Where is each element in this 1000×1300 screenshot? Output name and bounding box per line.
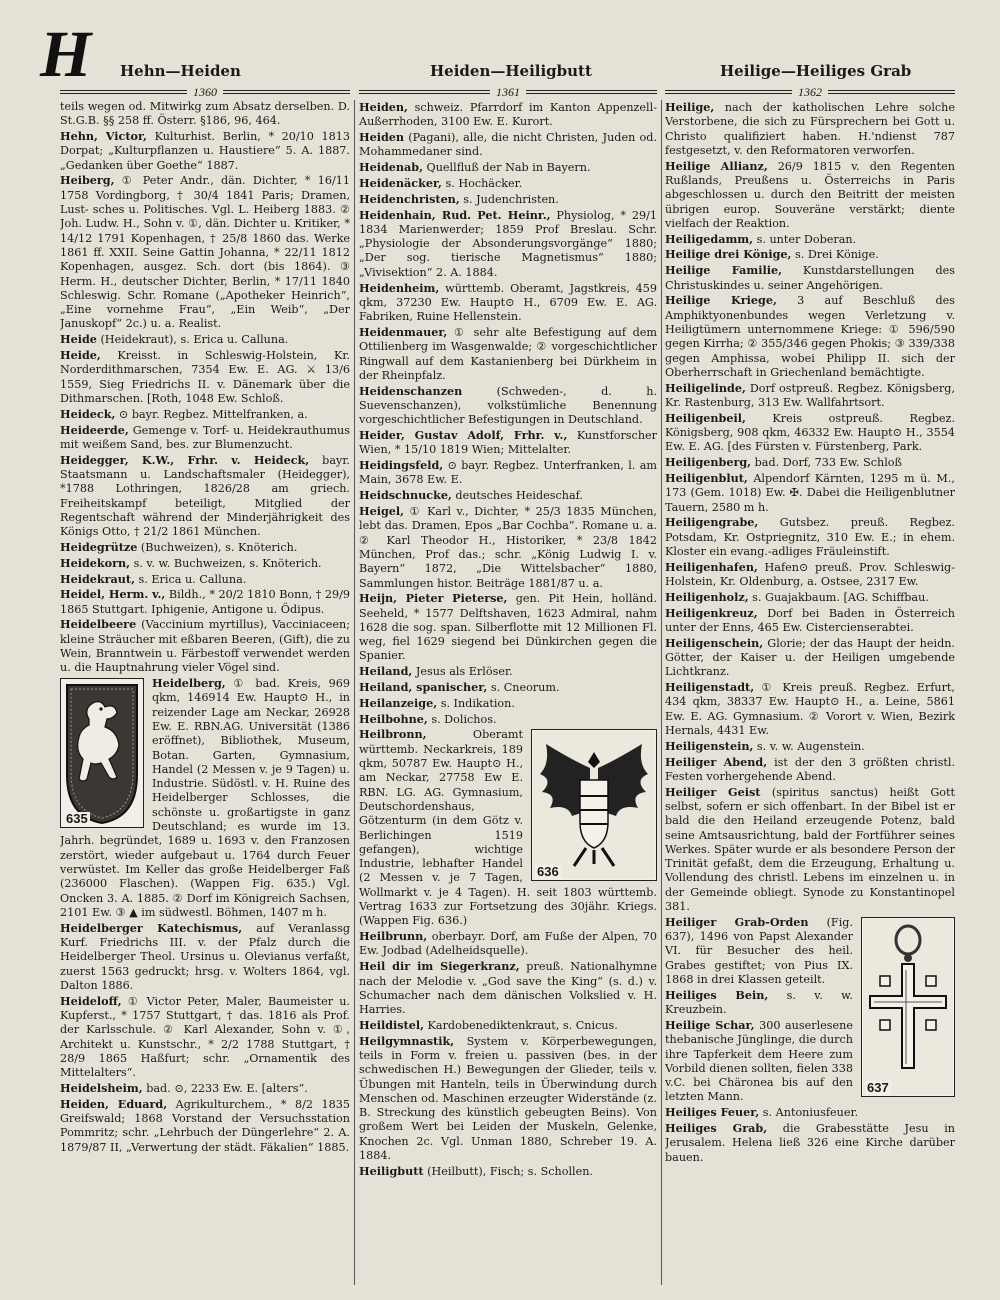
figure-order-cross — [861, 917, 955, 1097]
dictionary-entry — [665, 232, 955, 247]
entry-headword: Heidekraut, — [60, 571, 135, 586]
page-number-bar-right — [665, 85, 955, 99]
entry-headword: Heildistel, — [359, 1017, 424, 1032]
dictionary-entry — [359, 428, 657, 458]
entry-headword: Heideerde, — [60, 422, 129, 437]
entry-headword: Heidegrütze — [60, 539, 138, 554]
dictionary-entry — [60, 453, 350, 540]
entry-headword: Heidegger, K.W., Frhr. v. Heideck, — [60, 452, 310, 467]
dictionary-entry — [665, 411, 955, 455]
entry-headword: Heidekorn, — [60, 555, 131, 570]
entry-text: schweiz. Pfarrdorf im Kanton Appenzell-Außerrhoden, 3100 Ew. E. Kurort. — [359, 101, 657, 129]
dictionary-entry — [359, 208, 657, 280]
entry-headword: Heiligedamm, — [665, 231, 754, 246]
dictionary-entry — [60, 994, 350, 1081]
entry-text: Hafen⊙ preuß. Prov. Schleswig-Holstein, Kr. Oldenburg, a. Ostsee, 2317 Ew. — [665, 560, 955, 588]
entry-headword: Heilige Allianz, — [665, 158, 768, 173]
entry-text: ① Peter Andr., dän. Dichter, * 16/11 1758 Vordingborg, † 30/4 1841 Paris; Dramen, Lust- sches u. Politisches. Vgl. L. Heiberg 1883. ② Joh. Ludw. H., Sohn v. ①, dän. Dichter u. Kritiker, * 14/12 1791 Kopenhagen, † 25/8 1860 das. Werke 1861 ff. XXII. Seine Gattin Johanna, * 22/11 1812 Kopenhagen, ausgez. Sch. dort (bis 1864). ③ Herm. H., deutscher Dichter, Berlin, * 17/11 1840 Schleswig. Schr. Romane („Apotheker Heinrich“, „Eine vornehme Frau“, „Ein Weib“, „Der Januskopf“ 2c.) u. a. Realist. — [60, 174, 350, 331]
entry-text: ist der den 3 größten christl. Festen vorhergehende Abend. — [665, 755, 955, 783]
entry-headword: Heilbronn, — [359, 727, 427, 742]
entry-text: ⊙ bayr. Regbez. Unterfranken, l. am Main, 3678 Ew. E. — [359, 459, 657, 487]
entry-headword: Heilige drei Könige, — [665, 247, 792, 262]
running-head-right: Heilige—Heiliges Grab — [720, 62, 912, 80]
entry-headword: Heidenab, — [359, 160, 423, 175]
column-divider — [661, 100, 662, 1285]
entry-text: s. unter Doberan. — [753, 232, 857, 246]
entry-headword: Heiden, — [359, 100, 408, 114]
entry-text: preuß. Nationalhymne nach der Melodie v. „God save the King“ (s. d.) v. Schumacher nach dem dänischen Volkslied v. H. Harries. — [359, 960, 657, 1017]
entry-headword: Heidenheim, — [359, 280, 440, 295]
entry-headword: Heiligbutt — [359, 1163, 424, 1178]
page-number: 1362 — [798, 84, 822, 99]
entry-headword: Heilgymnastik, — [359, 1033, 455, 1048]
entry-text: s. Guajakbaum. [AG. Schiffbau. — [748, 590, 929, 604]
entry-text: (Heilbutt), Fisch; s. Schollen. — [423, 1164, 593, 1178]
entry-text: s. Erica u. Calluna. — [134, 572, 247, 586]
entry-text: ⊙ bayr. Regbez. Mittelfranken, a. — [115, 407, 308, 421]
entry-headword: Heilige, — [665, 100, 715, 114]
entry-headword: Heidelberg, — [152, 676, 226, 691]
dictionary-entry — [665, 247, 955, 262]
dictionary-entry — [665, 100, 955, 158]
entry-text: s. Drei Könige. — [791, 248, 879, 262]
entry-headword: Heideck, — [60, 406, 116, 421]
dictionary-entry — [665, 755, 955, 785]
entry-headword: Heiligenblut, — [665, 470, 748, 485]
entry-text: Gemenge v. Torf- u. Heidekrauthumus mit weißem Sand, bes. zur Blumenzucht. — [60, 423, 350, 451]
entry-text: bayr. Staatsmann u. Landschaftsmaler (Heidegger), *1788 Lothringen, 1826/28 am griech. Freiheitskampf beteiligt, Mitglied der Regentschaft während der Minderjährigkeit des Königs Otto, † 21/2 1861 München. — [60, 453, 350, 539]
entry-text: die Grabesstätte Jesu in Jerusalem. Helena ließ 326 eine Kirche darüber bauen. — [665, 1121, 955, 1164]
running-head-center: Heiden—Heiligbutt — [430, 62, 592, 80]
entry-headword: Heidelberger Katechismus, — [60, 920, 243, 935]
entry-headword: Heiland, spanischer, — [359, 680, 488, 695]
text-column-1 — [60, 100, 350, 1285]
dictionary-entry — [359, 130, 657, 160]
entry-text: auf Veranlassg Kurf. Friedrichs III. v. der Pfalz durch die Heidelberger Theol. Ursinus u. Olevianus verfaßt, zuerst 1563 gedruckt; hrsg. v. Wolters 1864, vgl. Dalton 1886. — [60, 921, 350, 992]
entry-headword: Heiliges Bein, — [665, 987, 769, 1002]
entry-text: (Heidekraut), s. Erica u. Calluna. — [96, 333, 289, 347]
entry-headword: Heiden, Eduard, — [60, 1096, 168, 1111]
entry-headword: Heiligenbeil, — [665, 410, 746, 425]
dictionary-entry — [359, 591, 657, 663]
entry-headword: Heilbrunn, — [359, 929, 428, 944]
dictionary-entry — [60, 1097, 350, 1155]
section-letter: H — [40, 18, 92, 91]
figure-eagle-coat-of-arms — [531, 729, 657, 881]
dictionary-entry — [359, 929, 657, 959]
entry-headword: Heidel, Herm. v., — [60, 587, 166, 602]
dictionary-entry — [60, 587, 350, 617]
dictionary-entry — [665, 455, 955, 470]
figure-number: 637 — [867, 1079, 889, 1095]
dictionary-entry — [665, 263, 955, 293]
entry-headword: Heiligengrabe, — [665, 515, 759, 530]
dictionary-entry — [60, 540, 350, 555]
entry-headword: Heiligenschein, — [665, 635, 764, 650]
entry-headword: Heilbohne, — [359, 711, 428, 726]
dictionary-entry — [665, 1121, 955, 1165]
entry-text: Kunstforscher Wien, * 15/10 1819 Wien; Mittelalter. — [359, 429, 657, 457]
entry-headword: Heilanzeige, — [359, 695, 438, 710]
entry-headword: Heiligenstein, — [665, 738, 754, 753]
entry-text: teils wegen od. Mitwirkg zum Absatz derselben. D. St.G.B. §§ 258 ff. Österr. §186, 96, 464. — [60, 100, 350, 128]
dictionary-entry — [60, 1081, 350, 1096]
entry-text: bad. Dorf, 733 Ew. Schloß — [751, 456, 903, 470]
dictionary-entry — [359, 664, 657, 679]
entry-text: (spiritus sanctus) heißt Gott selbst, sofern er sich offenbart. In der Bibel ist er bald die den Heiland erzeugende Potenz, bald seine Amtsausrichtung, bald der Fortführer seines Werkes. Später wurde er als besondere Person der Trinität gefaßt, dem die Erzeugung, Erhaltung u. Vollendung des christl. Lebens im einzelnen u. in der Gemeinde obliegt. Synode zu Konstantinopel 381. — [665, 785, 955, 914]
entry-headword: Heide — [60, 332, 97, 347]
dictionary-entry — [665, 471, 955, 515]
dictionary-entry — [60, 423, 350, 453]
entry-headword: Heideloff, — [60, 993, 122, 1008]
entry-text: ① Victor Peter, Maler, Baumeister u. Kupferst., * 1757 Stuttgart, † das. 1816 als Prof. der Karlsschule. ② Karl Alexander, Sohn v. ①, Architekt u. Kunstschr., * 2/2 1788 Stuttgart, † 28/9 1865 Haßfurt; schr. „Ornamentik des Mittelalters“. — [60, 994, 350, 1080]
dictionary-entry — [60, 572, 350, 587]
entry-text: Dorf ostpreuß. Regbez. Königsberg, Kr. Rastenburg, 313 Ew. Wallfahrtsort. — [665, 381, 955, 409]
entry-headword: Heider, Gustav Adolf, Frhr. v., — [359, 428, 568, 443]
entry-text: Physiolog, * 29/1 1834 Marienwerder; 1859 Prof Breslau. Schr. „Physiologie der Absonderungsvorgänge“ 1880; „Der sog. tierische Magnetismus“ 1880; „Vivisektion“ 2. A. 1884. — [359, 208, 657, 279]
entry-headword: Heiligenhafen, — [665, 559, 758, 574]
dictionary-entry — [60, 332, 350, 347]
dictionary-entry — [665, 515, 955, 559]
entry-text: s. Judenchristen. — [459, 192, 559, 206]
dictionary-entry — [359, 488, 657, 503]
entry-text: Kulturhist. Berlin, * 20/10 1813 Dorpat; „Kulturpflanzen u. Haustiere“ 5. A. 1887. „Gedanken über Goethe“ 1887. — [60, 130, 350, 172]
entry-text: s. v. w. Kreuzbein. — [665, 988, 853, 1017]
entry-headword: Heilige Kriege, — [665, 293, 777, 308]
dictionary-entry — [359, 959, 657, 1017]
dictionary-entry — [359, 1034, 657, 1164]
entry-text: 3 auf Beschluß des Amphiktyonenbundes wegen Verletzung v. Heiligtümern unternommene Kriege: ① 596/590 gegen Kirrha; ② 355/346 gegen Phokis; ③ 339/338 gegen Amphissa, wobei Philipp II. sich der Oberherrschaft in Griechenland bemächtigte. — [665, 294, 955, 379]
dictionary-entry — [665, 680, 955, 738]
dictionary-entry — [60, 129, 350, 173]
entry-headword: Heidelbeere — [60, 617, 137, 632]
dictionary-entry — [60, 407, 350, 422]
entry-text: (Pagani), alle, die nicht Christen, Juden od. Mohammedaner sind. — [359, 131, 657, 159]
entry-text: s. Indikation. — [437, 696, 515, 710]
entry-text: Gutsbez. preuß. Regbez. Potsdam, Kr. Ostpriegnitz, 310 Ew. E.; in ehem. Kloster ein evang.-adliges Fräuleinstift. — [665, 516, 955, 558]
entry-text: Kunstdarstellungen des Christuskindes u. seiner Angehörigen. — [665, 264, 955, 292]
entry-text: s. Hochäcker. — [441, 176, 523, 190]
page-number-bar-left — [60, 85, 350, 99]
entry-headword: Heiland, — [359, 664, 413, 679]
entry-text: Kardobenediktenkraut, s. Cnicus. — [424, 1018, 618, 1032]
entry-text: bad. ⊙, 2233 Ew. E. [alters“. — [142, 1081, 308, 1095]
entry-text: württemb. Oberamt, Jagstkreis, 459 qkm, 37230 Ew. Haupt⊙ H., 6709 Ew. E. AG. Fabriken, Ruine Hellenstein. — [359, 281, 657, 324]
entry-headword: Heijn, Pieter Pieterse, — [359, 591, 508, 606]
running-head-left: Hehn—Heiden — [120, 62, 241, 80]
entry-headword: Heidenhain, Rud. Pet. Heinr., — [359, 207, 551, 222]
entry-headword: Heiden — [359, 130, 405, 145]
dictionary-entry — [665, 606, 955, 636]
entry-text: Kreis ostpreuß. Regbez. Königsberg, 908 qkm, 46332 Ew. Haupt⊙ H., 3554 Ew. E. AG. [des Fürsten v. Fürstenberg, Park. — [665, 411, 955, 454]
dictionary-entry — [359, 160, 657, 175]
dictionary-entry — [665, 590, 955, 605]
entry-headword: Heiliger Grab-Orden — [665, 914, 809, 929]
dictionary-entry — [60, 921, 350, 993]
page-number: 1360 — [193, 84, 217, 99]
dictionary-entry — [359, 696, 657, 711]
entry-text: 300 auserlesene thebanische Jünglinge, die durch ihre Tapferkeit dem Heere zum Vorbild dienen sollten, fielen 338 v.C. bei Chäronea bis auf den letzten Mann. — [665, 1018, 853, 1104]
dictionary-entry — [60, 348, 350, 406]
entry-text: oberbayr. Dorf, am Fuße der Alpen, 70 Ew. Jodbad (Adelheidsquelle). — [359, 930, 657, 958]
dictionary-entry — [665, 1105, 955, 1120]
entry-headword: Heiligelinde, — [665, 380, 746, 395]
entry-text: 26/9 1815 v. den Regenten Rußlands, Preußens u. Österreichs in Paris abgeschlossen u. durch den Beitritt der meisten übrigen europ. Souveräne verstärkt; diente vielfach der Reaktion. — [665, 159, 955, 230]
entry-text: gen. Pit Hein, holländ. Seeheld, * 1577 Delftshaven, 1623 Admiral, nahm 1628 die sog. span. Silberflotte mit 12 Millionen Fl. weg, fiel 1629 siegend bei Dünkirchen gegen die Spanier. — [359, 592, 657, 663]
figure-number: 636 — [537, 864, 559, 880]
entry-text: Glorie; der das Haupt der heidn. Götter, der Kaiser u. der Heiligen umgebende Lichtkranz. — [665, 636, 955, 679]
entry-text: s. Antoniusfeuer. — [759, 1106, 859, 1120]
eagle-coat-of-arms-icon — [532, 730, 656, 880]
entry-headword: Heiliger Geist — [665, 784, 761, 799]
dictionary-entry — [665, 636, 955, 680]
entry-text: s. v. w. Buchweizen, s. Knöterich. — [130, 556, 322, 570]
entry-headword: Heidenschanzen — [359, 383, 463, 398]
entry-text: Kreisst. in Schleswig-Holstein, Kr. Norderdithmarschen, 7354 Ew. E. AG. ⚔ 13/6 1559, Sieg Friedrichs II. v. Dänemark über die Dithmarschen. [Roth, 1048 Ew. Schloß. — [60, 349, 350, 405]
page-number-bar-center — [359, 85, 657, 99]
dictionary-entry — [359, 458, 657, 488]
dictionary-entry — [359, 281, 657, 325]
text-column-3 — [665, 100, 955, 1285]
dictionary-entry — [359, 504, 657, 591]
dictionary-entry — [359, 100, 657, 130]
entry-text: Agrikulturchem., * 8/2 1835 Greifswald; 1868 Vorstand der Versuchsstation Pommritz; schr. „Lehrbuch der Düngerlehre“ 2. A. 1879/87 II, „Verwertung der städt. Fäkalien“ 1885. — [60, 1097, 350, 1154]
dictionary-entry — [60, 617, 350, 675]
entry-text: Oberamt württemb. Neckarkreis, 189 qkm, 50787 Ew. Haupt⊙ H., am Neckar, 27758 Ew E. RBN. LG. AG. Gymnasium, Deutschordenshaus, Götzenturm (in dem Götz v. Berlichingen 1519 gefangen), wichtige Industrie, lebhafter Handel (2 Messen v. je 7 Tagen, Wollmarkt v. je 4 Tagen). H. seit 1803 württemb. Vertrag 1633 zur Fortsetzung des 30jähr. Kriegs. (Wappen Fig. 636.) — [359, 728, 657, 928]
entry-headword: Heidelsheim, — [60, 1080, 143, 1095]
entry-headword: Heil dir im Siegerkranz, — [359, 959, 520, 974]
entry-headword: Heiligenberg, — [665, 455, 752, 470]
entry-headword: Heiberg, — [60, 173, 115, 188]
entry-headword: Heiliger Abend, — [665, 754, 768, 769]
dictionary-entry — [359, 384, 657, 428]
entry-headword: Heiligenholz, — [665, 589, 749, 604]
dictionary-entry — [359, 680, 657, 695]
dictionary-entry — [60, 676, 350, 920]
entry-text: ① Kreis preuß. Regbez. Erfurt, 434 qkm, 38337 Ew. Haupt⊙ H., a. Leine, 5861 Ew. E. AG. Gymnasium. ② Vorort v. Wien, Bezirk Hernals, 4431 Ew. — [665, 681, 955, 737]
entry-text: ① sehr alte Befestigung auf dem Ottilienberg im Wasgenwalde; ② vorgeschichtlicher Ringwall auf dem Kastanienberg bei Dürkheim in der Rheinpfalz. — [359, 325, 657, 382]
entry-text: System v. Körperbewegungen, teils in Form v. freien u. passiven (bes. in der schwedischen H.) Bewegungen der Glieder, teils v. Übungen mit Hanteln, teils in Überwindung durch Menschen od. Maschinen erzeugter Widerstände (z. B. Streckung des künstlich gebeugten Beins). Von großem Wert bei Leiden der Muskeln, Gelenke, Knochen 2c. Vgl. Unman 1880, Schreber 19. A. 1884. — [359, 1034, 657, 1163]
dictionary-entry — [665, 560, 955, 590]
entry-text: Quellfluß der Nab in Bayern. — [422, 161, 591, 175]
dictionary-entry — [359, 192, 657, 207]
dictionary-entry — [60, 556, 350, 571]
dictionary-entry — [359, 176, 657, 191]
entry-headword: Heide, — [60, 348, 101, 363]
entry-text: ① bad. Kreis, 969 qkm, 146914 Ew. Haupt⊙ H., in reizender Lage am Neckar, 26928 Ew. E. RBN.AG. Universität (1386 eröffnet), Bibliothek, Museum, Botan. Garten, Gymnasium, Handel (2 Messen v. je 9 Tagen) u. Industrie. Südöstl. v. H. Ruine des Heidelberger Schlosses, die schönste u. großartigste in ganz Deutschland; es wurde im 13. Jahrh. begründet, 1689 u. 1693 v. den Franzosen zerstört, wieder aufgebaut u. 1764 durch Feuer verwüstet. Im Keller das große Heidelberger Faß (236000 Flaschen). (Wappen Fig. 635.) Vgl. Oncken 3. A. 1885. ② Dorf im Königreich Sachsen, 2101 Ew. ③ ▲ im südwestl. Böhmen, 1407 m h. — [60, 677, 350, 919]
dictionary-entry — [665, 159, 955, 231]
entry-text: Bildh., * 20/2 1810 Bonn, † 29/9 1865 Stuttgart. Iphigenie, Antigone u. Ödipus. — [60, 588, 350, 616]
entry-headword: Heigel, — [359, 504, 405, 519]
entry-headword: Heilige Familie, — [665, 263, 782, 278]
text-column-2 — [359, 100, 657, 1285]
page-number: 1361 — [496, 84, 520, 99]
dictionary-entry — [359, 727, 657, 928]
entry-text: (Vaccinium myrtillus), Vacciniaceen; kleine Sträucher mit eßbaren Beeren, (Gift), die zu Wein, Branntwein u. Färbestoff verwendet werden u. die Hauptnahrung vieler Vögel sind. — [60, 618, 350, 675]
dictionary-entry — [60, 100, 350, 129]
entry-text: ① Karl v., Dichter, * 25/3 1835 München, lebt das. Dramen, Epos „Bar Cochba“. Romane u. a. ② Karl Theodor H., Historiker, * 23/8 1842 München, Prof das.; schr. „König Ludwig I. v. Bayern“ 1872, „Die Wittelsbacher“ 1880, Sammlungen histor. Beiträge 1881/87 u. a. — [359, 505, 657, 590]
entry-headword: Hehn, Victor, — [60, 129, 147, 144]
entry-text: s. v. w. Augenstein. — [753, 739, 865, 753]
entry-text: (Schweden-, d. h. Suevenschanzen), volkstümliche Benennung vorgeschichtlicher Befestigungen in Deutschland. — [359, 384, 657, 427]
entry-text: nach der katholischen Lehre solche Verstorbene, die sich zu Fürsprechern bei Gott u. Christo qualifiziert haben. H.'ndienst 787 festgesetzt, v. den Reformatoren verworfen. — [665, 101, 955, 157]
entry-text: Alpendorf Kärnten, 1295 m ü. M., 173 (Gem. 1018) Ew. ✠. Dabei die Heiligenblutner Tauern, 2580 m h. — [665, 471, 955, 514]
dictionary-entry — [665, 381, 955, 411]
entry-headword: Heiligenstadt, — [665, 680, 755, 695]
figure-lion-coat-of-arms — [60, 678, 144, 828]
entry-text: Jesus als Erlöser. — [412, 665, 513, 679]
entry-text: deutsches Heideschaf. — [451, 489, 583, 503]
dictionary-entry — [359, 325, 657, 383]
entry-text: s. Dolichos. — [427, 712, 497, 726]
entry-headword: Heidenäcker, — [359, 175, 442, 190]
entry-headword: Heiliges Feuer, — [665, 1105, 760, 1120]
lion-coat-of-arms-icon — [61, 679, 143, 827]
entry-headword: Heiligenkreuz, — [665, 605, 758, 620]
order-cross-icon — [862, 918, 954, 1096]
dictionary-entry — [359, 1018, 657, 1033]
entry-headword: Heidenchristen, — [359, 191, 460, 206]
entry-headword: Heidenmauer, — [359, 324, 448, 339]
entry-headword: Heilige Schar, — [665, 1017, 755, 1032]
dictionary-entry — [359, 712, 657, 727]
dictionary-entry — [665, 739, 955, 754]
dictionary-entry — [60, 173, 350, 331]
entry-text: (Fig. 637), 1496 von Papst Alexander VI. für Besucher des heil. Grabes gestiftet; von Pius IX. 1868 in drei Klassen geteilt. — [665, 915, 853, 987]
dictionary-entry — [359, 1164, 657, 1179]
entry-headword: Heiliges Grab, — [665, 1120, 768, 1135]
entry-text: (Buchweizen), s. Knöterich. — [137, 540, 298, 554]
entry-text: s. Cneorum. — [487, 681, 560, 695]
dictionary-entry — [665, 293, 955, 380]
entry-headword: Heidschnucke, — [359, 488, 452, 503]
entry-text: Dorf bei Baden in Österreich unter der Enns, 465 Ew. Cistercienserabtei. — [665, 606, 955, 634]
column-divider — [354, 100, 355, 1285]
dictionary-entry — [665, 785, 955, 915]
figure-number: 635 — [66, 810, 88, 826]
entry-headword: Heidingsfeld, — [359, 458, 444, 473]
